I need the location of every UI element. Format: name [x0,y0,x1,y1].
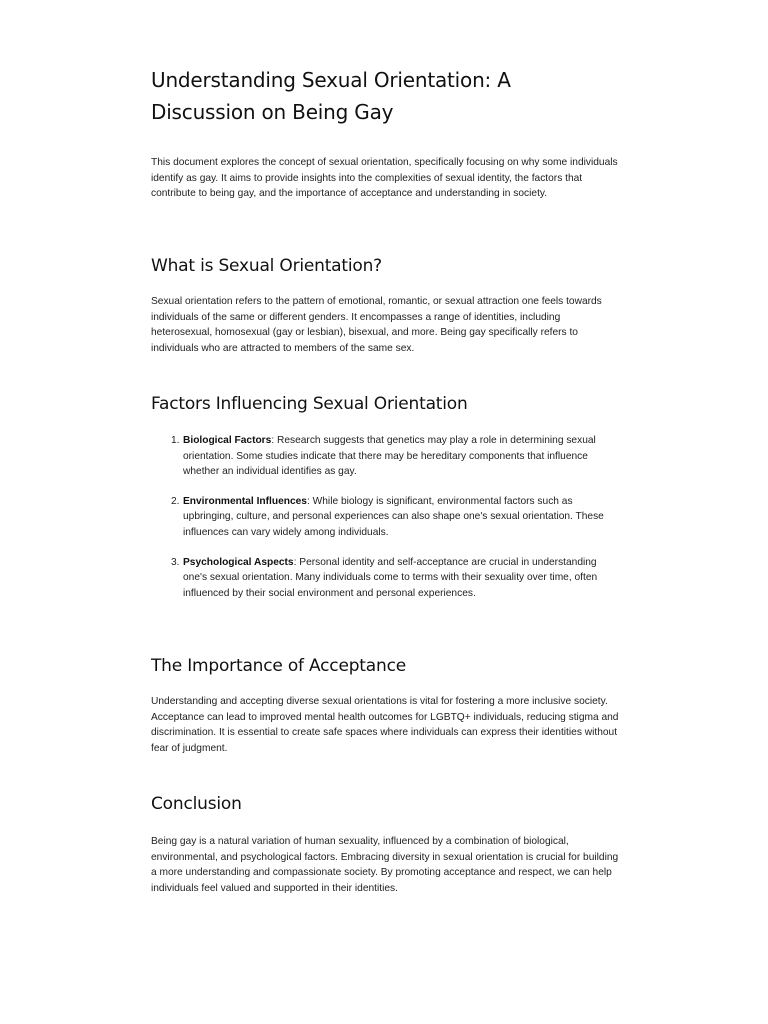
section-body-sexual-orientation: Sexual orientation refers to the pattern of emotional, romantic, or sexual attraction one feels towards individuals of the same or different genders. It encompasses a range of identities, including heterosexual, homosexual (gay or lesbian), bisexual, and more. Being gay specifically refers to individuals who are attracted to members of the same sex. [151,296,602,354]
list-item [151,555,621,602]
section-body-conclusion: Being gay is a natural variation of human sexuality, influenced by a combination of biological, environmental, and psychological factors. Embracing diversity in sexual orientation is crucial for building a more understanding and compassionate society. By promoting acceptance and respect, we can help individuals feel valued and supported in their identities. [151,836,619,894]
section-heading-factors: Factors Influencing Sexual Orientation [151,394,468,414]
list-item-term: Psychological Aspects [183,556,294,568]
list-item-text: : Personal identity and self-acceptance are crucial in understanding one's sexual orientation. Many individuals come to terms with their sexuality over time, often influenced by their social environment and personal experiences. [183,556,598,599]
list-item-number: 3. [171,556,180,568]
factors-list [151,433,621,615]
list-item-text: : Research suggests that genetics may play a role in determining sexual orientation. Some studies indicate that there may be hereditary components that influence whether an individual identifies as gay. [183,435,596,478]
section-heading-sexual-orientation: What is Sexual Orientation? [151,256,382,276]
section-body-acceptance: Understanding and accepting diverse sexual orientations is vital for fostering a more inclusive society. Acceptance can lead to improved mental health outcomes for LGBTQ+ individuals, reducing stigma and discrimination. It is essential to create safe spaces where individuals can express their identities without fear of judgment. [151,696,619,754]
intro-paragraph: This document explores the concept of sexual orientation, specifically focusing on why some individuals identify as gay. It aims to provide insights into the complexities of sexual identity, the factors that contribute to being gay, and the importance of acceptance and understanding in society. [151,157,618,200]
list-item [151,494,621,541]
section-heading-acceptance: The Importance of Acceptance [151,656,406,676]
section-heading-conclusion: Conclusion [151,794,242,814]
list-item-number: 2. [171,495,180,507]
document-title: Understanding Sexual Orientation: A Discussion on Being Gay [151,68,511,124]
list-item-term: Environmental Influences [183,495,307,507]
list-item [151,433,621,480]
list-item-number: 1. [171,435,180,446]
list-item-term: Biological Factors [183,435,272,446]
list-item-text: : While biology is significant, environmental factors such as upbringing, culture, and personal experiences can also shape one's sexual orientation. These influences can vary widely among individuals. [183,495,604,538]
